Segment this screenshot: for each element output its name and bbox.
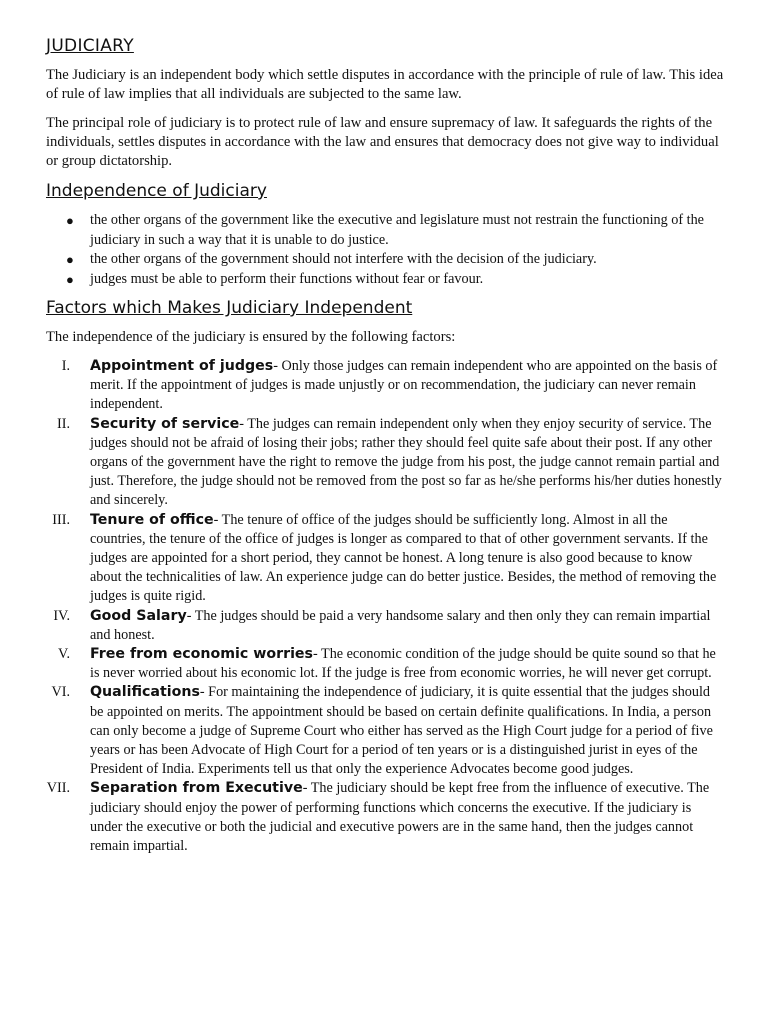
factor-title: Tenure of office — [90, 511, 214, 528]
intro-paragraph-2: The principal role of judiciary is to protect rule of law and ensure supremacy of law. It safeguards the rights of the individuals, settles disputes in accordance with the law and ensures that democracy does not give way to individual or group dictatorship. — [46, 115, 719, 169]
bullet-icon: ● — [66, 252, 74, 267]
bullet-text: judges must be able to perform their functions without fear or favour. — [90, 270, 484, 287]
factor-text: - The tenure of office of the judges should be sufficiently long. Almost in all the countries, the tenure of the office of judges is longer as compared to that of other government servants. If the judges are appointed for a short period, they cannot be honest. A long tenure is also good because to know about the technicalities of law. An experience judge can do better justice. Besides, the method of removing the judges is quite rigid. — [90, 511, 717, 605]
factor-title: Good Salary — [90, 607, 187, 624]
independence-heading: Independence of Judiciary — [46, 181, 267, 201]
factors-intro: The independence of the judiciary is ensured by the following factors: — [46, 329, 456, 345]
factor-title: Separation from Executive — [90, 780, 303, 797]
bullet-icon: ● — [66, 271, 74, 287]
factor-text: - The judges should be paid a very handsome salary and then only they can remain impartial and honest. — [90, 607, 711, 643]
bullet-text: the other organs of the government should not interfere with the decision of the judiciary. — [90, 251, 597, 267]
factor-text: - The judiciary should be kept free from the influence of executive. The judiciary should enjoy the power of performing functions which concerns the executive. If the judiciary is under the executive or both the judicial and executive powers are in the same hand, then the judges cannot remain impartial. — [90, 780, 710, 855]
list-item — [46, 357, 726, 415]
list-item — [46, 270, 726, 290]
factor-text: - The judges can remain independent only when they enjoy security of service. The judges should not be afraid of losing their jobs; rather they should feel quite safe about their post. If any other organs of the government have the right to remove the judge from his post, the judge cannot remain partial and just. Therefore, the judge should not be removed from the post so far as he/she performs his/her duties honestly and sincerely. — [90, 415, 722, 509]
list-item — [46, 683, 726, 779]
factor-title: Qualifications — [90, 684, 200, 701]
list-numeral: II. — [57, 415, 70, 432]
factor-title: Appointment of judges — [90, 358, 274, 374]
list-numeral: VII. — [46, 780, 70, 797]
intro-paragraph-1: The Judiciary is an independent body which settle disputes in accordance with the principle of rule of law. This idea of rule of law implies that all individuals are subjected to the same law. — [46, 67, 724, 102]
list-item — [46, 779, 726, 856]
list-item — [46, 211, 726, 250]
bullet-icon: ● — [66, 213, 74, 228]
factors-list — [46, 357, 726, 856]
list-item — [46, 250, 726, 270]
list-numeral: IV. — [53, 607, 70, 624]
factors-heading: Factors which Makes Judiciary Independent — [46, 298, 413, 318]
factor-text: - For maintaining the independence of judiciary, it is quite essential that the judges should be appointed on merits. The appointment should be based on certain definite qualifications. In India, a person can only become a judge of Supreme Court who either has served as the High Court judge for a period of five years or has been Advocate of High Court for a period of ten years or is a distinguished jurist in eyes of the President of India. Experiments tell us that only the experience Advocates become good judges. — [90, 684, 713, 778]
list-item — [46, 511, 726, 607]
factor-title: Free from economic worries — [90, 646, 314, 663]
list-numeral: I. — [61, 358, 70, 374]
list-numeral: V. — [58, 646, 70, 663]
factor-text: - The economic condition of the judge should be quite sound so that he is never worried about his economic lot. If the judge is free from economic worries, he will never get corrupt. — [90, 646, 716, 682]
list-item — [46, 645, 726, 683]
document-title: JUDICIARY — [46, 36, 134, 56]
list-item — [46, 607, 726, 645]
factor-title: Security of service — [90, 415, 240, 432]
bullet-text: the other organs of the government like the executive and legislature must not restrain the functioning of the judiciary in such a way that it is unable to do justice. — [90, 212, 704, 248]
list-item — [46, 415, 726, 511]
factor-text: - Only those judges can remain independent who are appointed on the basis of merit. If the appointment of judges is made unjustly or on recommendation, the judiciary can never remain independent. — [90, 358, 718, 413]
list-numeral: III. — [52, 511, 70, 528]
list-numeral: VI. — [51, 684, 70, 701]
independence-bullet-list — [46, 211, 726, 289]
